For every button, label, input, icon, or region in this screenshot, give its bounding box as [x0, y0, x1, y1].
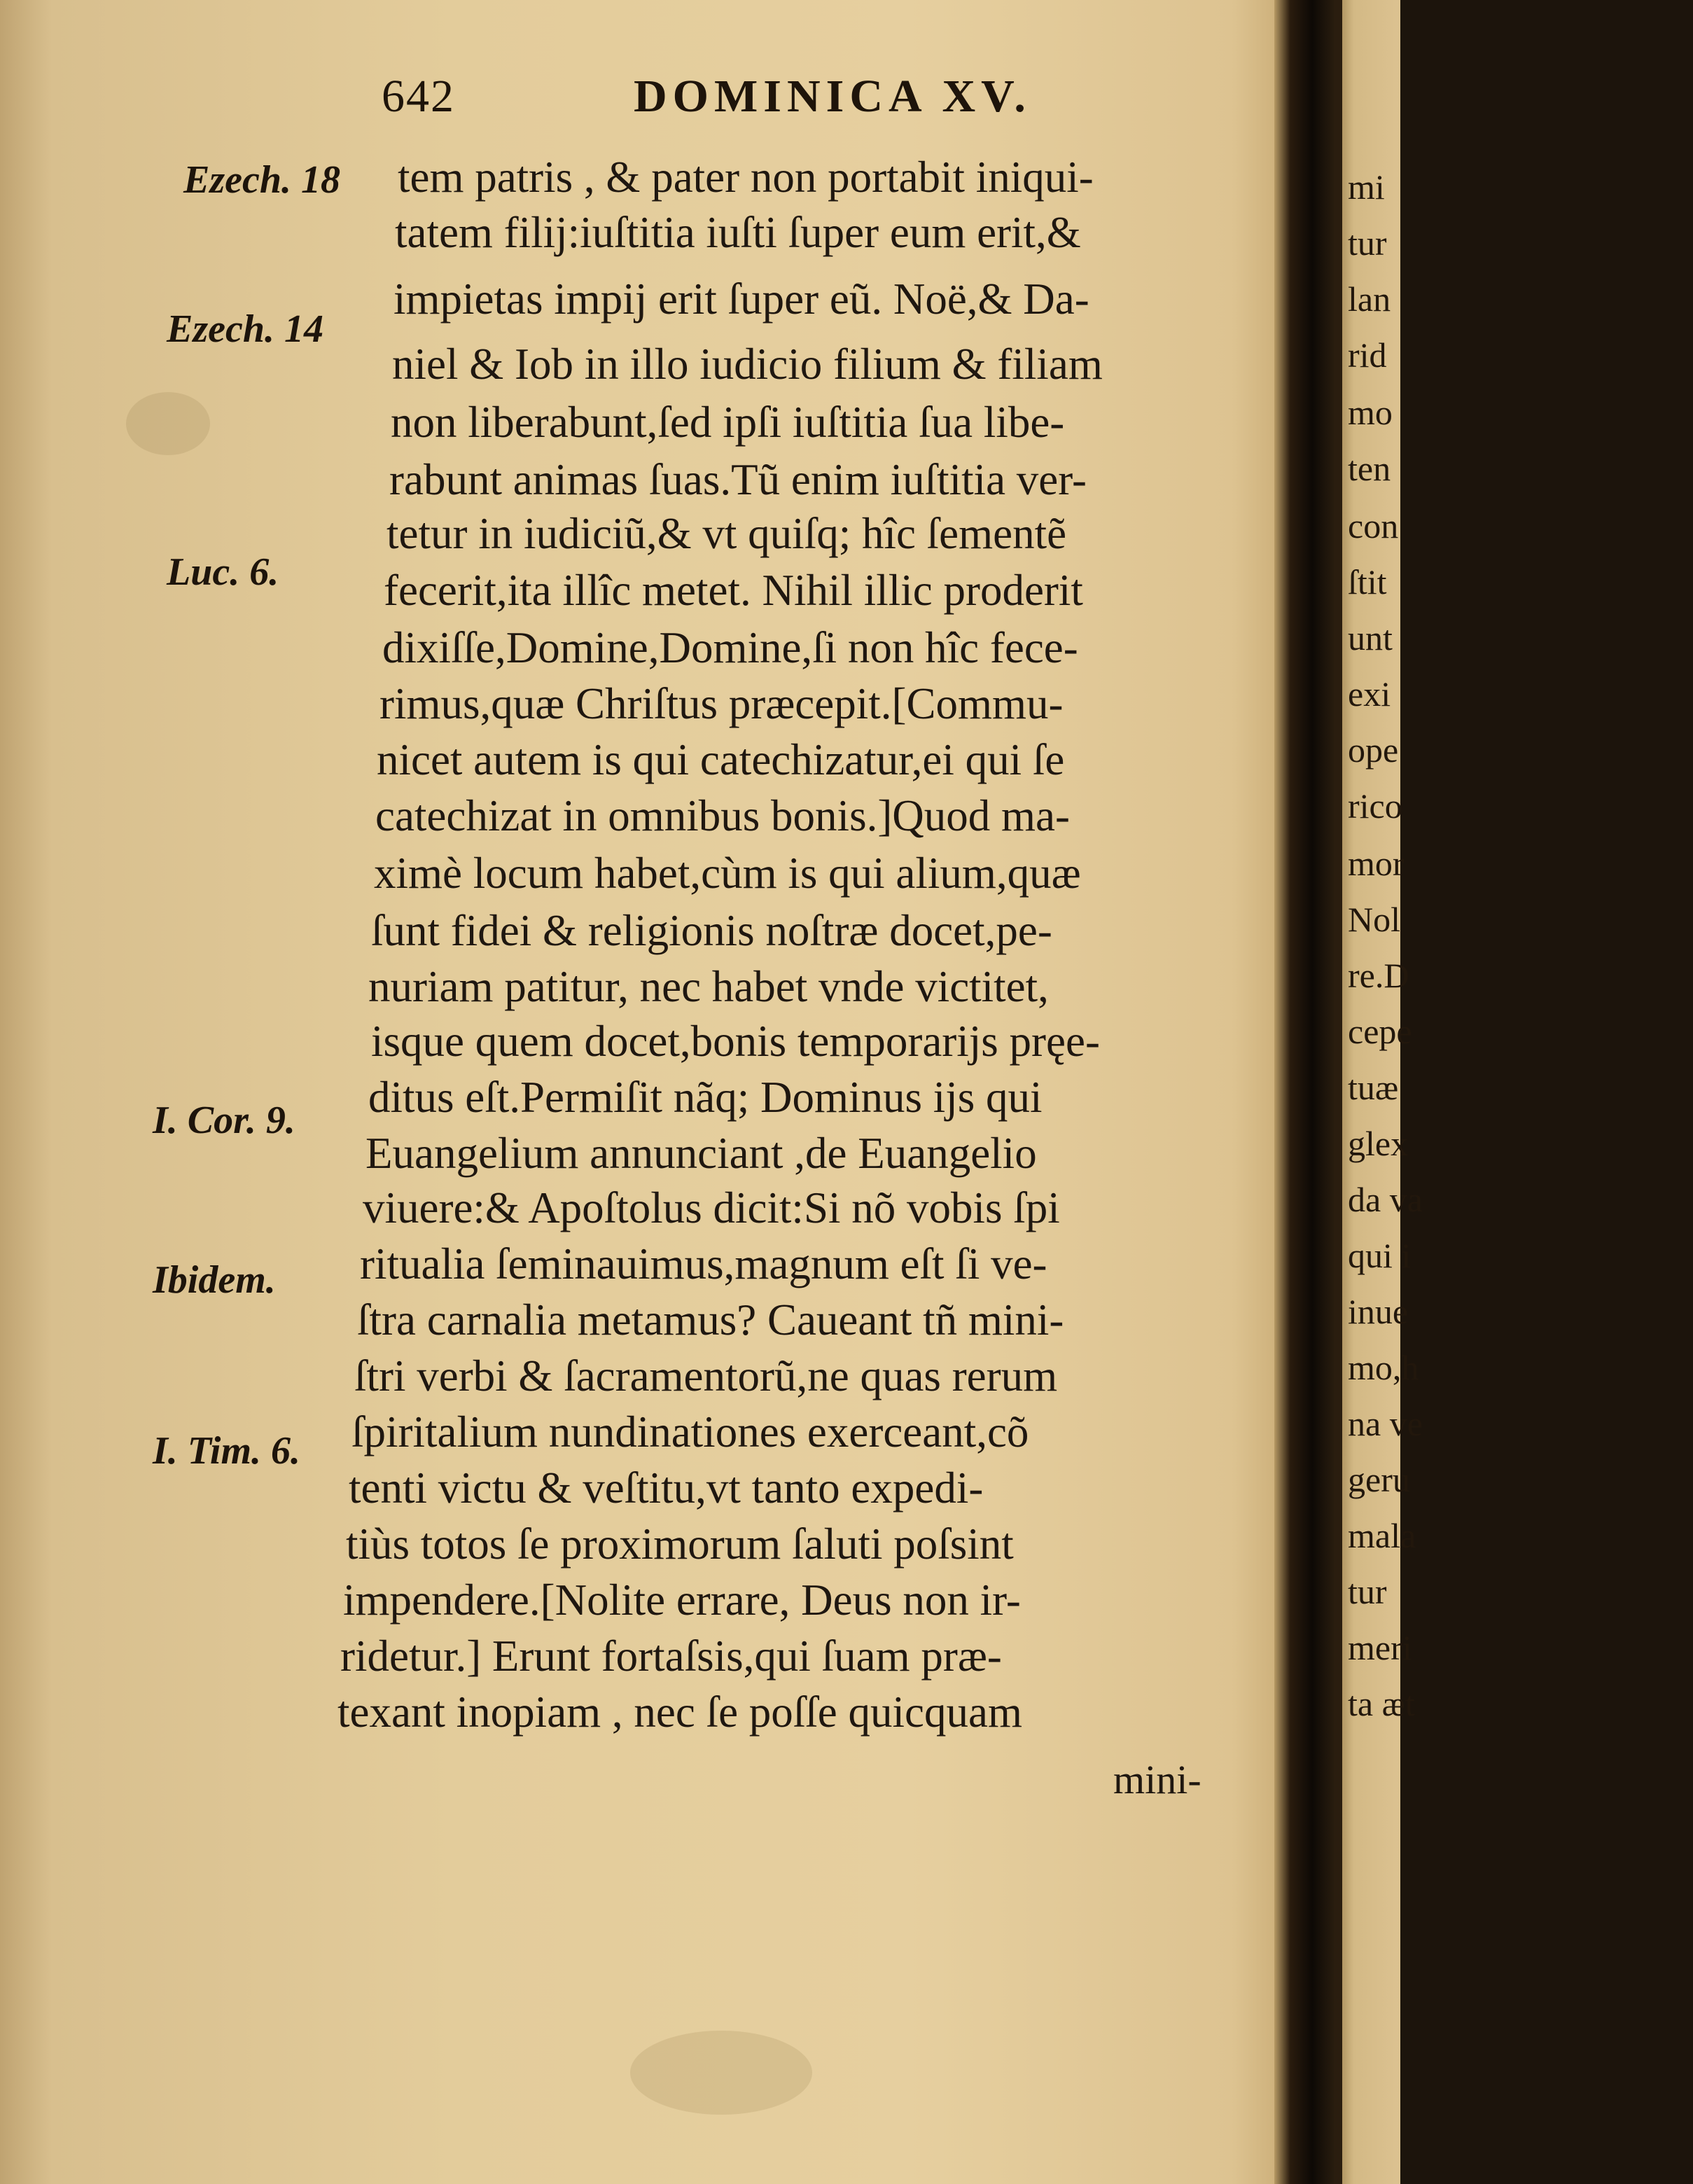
right-page-shadow: [1334, 0, 1342, 2184]
fragment-line: ſtit: [1348, 562, 1387, 601]
fragment-line: mi: [1348, 167, 1385, 207]
fragment-line: da va: [1348, 1180, 1423, 1219]
text-line: impietas impij erit ſuper eũ. Noë,& Da-: [393, 274, 1089, 324]
fragment-line: rid: [1348, 335, 1387, 375]
fragment-line: geru: [1348, 1460, 1410, 1499]
fragment-line: mo: [1348, 393, 1393, 432]
text-line: fecerit,ita illîc metet. Nihil illic proderit: [384, 566, 1083, 615]
paper-stain: [630, 2031, 812, 2115]
fragment-line: ope: [1348, 730, 1399, 770]
fragment-line: rico: [1348, 786, 1402, 826]
running-head: [382, 70, 1222, 133]
fragment-line: tur: [1348, 1572, 1387, 1611]
text-line: ſpiritalium nundinationes exerceant,cõ: [351, 1407, 1029, 1456]
margin-note: I. Cor. 9.: [153, 1099, 295, 1142]
fragment-line: unt: [1348, 618, 1393, 658]
text-line: viuere:& Apoſtolus dicit:Si nõ vobis ſpi: [363, 1183, 1060, 1232]
text-line: tenti victu & veſtitu,vt tanto expedi-: [349, 1463, 984, 1512]
text-line: Euangelium annunciant ,de Euangelio: [365, 1129, 1037, 1178]
fragment-line: mo,h: [1348, 1348, 1419, 1387]
text-line: ximè locum habet,cùm is qui alium,quæ: [374, 849, 1081, 898]
text-line: ridetur.] Erunt fortaſsis,qui ſuam præ-: [340, 1632, 1002, 1681]
fragment-line: meri: [1348, 1628, 1412, 1667]
fragment-line: tur: [1348, 223, 1387, 263]
text-line: impendere.[Nolite errare, Deus non ir-: [343, 1576, 1021, 1625]
page-number: 642: [382, 71, 455, 122]
text-line: ſtri verbi & ſacramentorũ,ne quas rerum: [354, 1351, 1058, 1400]
text-line: tetur in iudiciũ,& vt quiſq; hîc ſementẽ: [386, 509, 1067, 558]
fragment-line: mala: [1348, 1516, 1416, 1555]
fragment-line: exi: [1348, 674, 1391, 714]
text-line: tiùs totos ſe proximorum ſaluti poſsint: [346, 1519, 1014, 1569]
fragment-line: re.D: [1348, 956, 1409, 995]
text-line: ditus eſt.Permiſit nãq; Dominus ijs qui: [368, 1073, 1043, 1122]
book-gutter: [1274, 0, 1337, 2184]
fragment-line: cepe: [1348, 1012, 1412, 1051]
text-line: texant inopiam , nec ſe poſſe quicquam: [337, 1688, 1022, 1737]
fragment-line: Nol: [1348, 900, 1400, 939]
text-line: rimus,quæ Chriſtus præcepit.[Commu-: [379, 679, 1064, 728]
text-line: nuriam patitur, nec habet vnde victitet,: [368, 962, 1049, 1011]
margin-note: Ibidem.: [153, 1258, 276, 1302]
text-line: ſtra carnalia metamus? Caueant tñ mini-: [357, 1295, 1064, 1344]
fragment-line: ta æt: [1348, 1684, 1415, 1723]
fragment-line: na ve: [1348, 1404, 1423, 1443]
text-line: rabunt animas ſuas.Tũ enim iuſtitia ver-: [389, 455, 1087, 504]
text-line: dixiſſe,Domine,Domine,ſi non hîc fece-: [382, 623, 1078, 672]
margin-note: Ezech. 18: [183, 158, 340, 202]
text-line: isque quem docet,bonis temporarijs pręe-: [371, 1017, 1100, 1066]
text-line: tem patris , & pater non portabit iniqui-: [398, 153, 1094, 202]
text-line: ſunt fidei & religionis noſtræ docet,pe-: [371, 906, 1052, 955]
fragment-line: qui i: [1348, 1236, 1412, 1275]
right-page-edge: [1334, 0, 1423, 2184]
text-line: tatem filij:iuſtitia iuſti ſuper eum erit,&: [395, 208, 1081, 257]
text-line: ritualia ſeminauimus,magnum eſt ſi ve-: [360, 1239, 1047, 1288]
text-line: niel & Iob in illo iudicio filium & filiam: [392, 340, 1103, 389]
paper-stain: [126, 392, 210, 455]
fragment-line: mor: [1348, 844, 1405, 883]
fragment-line: ten: [1348, 449, 1391, 488]
fragment-line: glex: [1348, 1124, 1409, 1163]
fragment-line: lan: [1348, 279, 1391, 319]
page-title: DOMINICA XV.: [634, 71, 1031, 122]
catchword: mini-: [1113, 1757, 1201, 1802]
text-line: non liberabunt,ſed ipſi iuſtitia ſua libe-: [391, 398, 1065, 447]
text-line: nicet autem is qui catechizatur,ei qui ſe: [377, 735, 1065, 784]
margin-note: I. Tim. 6.: [153, 1429, 301, 1473]
margin-note: Ezech. 14: [167, 307, 323, 351]
margin-note: Luc. 6.: [167, 550, 279, 594]
fragment-line: tuæ: [1348, 1068, 1399, 1107]
fragment-line: con: [1348, 506, 1399, 545]
text-line: catechizat in omnibus bonis.]Quod ma-: [375, 791, 1071, 840]
fragment-line: inue: [1348, 1292, 1409, 1331]
